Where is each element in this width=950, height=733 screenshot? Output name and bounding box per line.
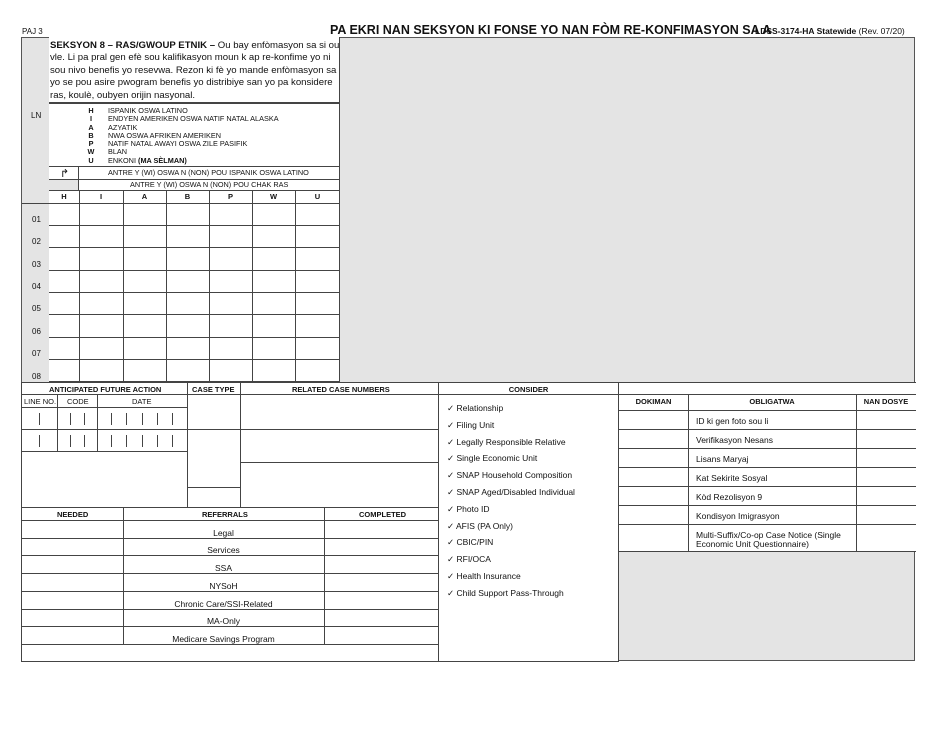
ethnic-code: A [88,122,94,132]
consider-item: ✓ Filing Unit [447,420,495,430]
needed-header: NEEDED [57,510,89,519]
col-header-h: H [61,192,67,201]
case-type-header: CASE TYPE [192,385,235,394]
col-header-a: A [141,192,148,201]
ethnic-legend-item: ISPANIK OSWA LATINO [108,106,188,115]
line-no-header: LINE NO. [24,397,57,406]
ethnic-legend-item [108,157,279,165]
col-header-i: I [99,192,103,201]
note-race: ANTRE Y (WI) OSWA N (NON) POU CHAK RAS [130,180,289,189]
ethnic-legend [108,107,279,165]
referral-item: MA-Only [206,616,241,626]
doc-item: Kondisyon Imigrasyon [696,511,780,521]
ethnic-legend-unknown: ENKONI [108,155,139,165]
ethnic-code: B [88,130,94,140]
date-header: DATE [132,397,152,406]
row-number: 05 [32,304,41,313]
doc-item: Kòd Rezolisyon 9 [696,492,763,502]
consider-item: ✓ Photo ID [447,504,490,514]
nan-dosye-header: NAN DOSYE [863,397,909,406]
note-hispanic: ANTRE Y (WI) OSWA N (NON) POU ISPANIK OSWA LATINO [108,168,309,177]
completed-header: COMPLETED [359,510,407,519]
consider-item: ✓ SNAP Household Composition [447,470,573,480]
code-header: CODE [67,397,89,406]
row-number: 08 [32,372,41,381]
consider-item: ✓ Health Insurance [447,571,521,581]
related-case-header: RELATED CASE NUMBERS [292,385,390,394]
consider-item: ✓ Single Economic Unit [447,453,538,463]
ethnic-code: P [88,139,94,149]
referral-item: Medicare Savings Program [172,634,275,644]
ethnic-legend-item: AZYATIK [108,122,138,132]
consider-item: ✓ AFIS (PA Only) [447,521,514,531]
consider-item: ✓ Legally Responsible Relative [447,437,566,447]
form-area [21,37,915,661]
ln-label: LN [31,111,42,120]
ethnic-legend-item: ENDYEN AMERIKEN OSWA NATIF NATAL ALASKA [108,114,279,124]
col-header-b: B [184,192,191,201]
section8-heading: SEKSYON 8 – RAS/GWOUP ETNIK – [50,40,216,51]
ethnic-code: H [88,106,94,115]
consider-item: ✓ Child Support Pass-Through [447,588,564,598]
row-number: 07 [32,349,41,358]
referral-item: SSA [214,563,232,573]
page-title: PA EKRI NAN SEKSYON KI FONSE YO NAN FÒM RE-KONFIMASYON SA A [330,23,772,37]
consider-item: ✓ RFI/OCA [447,554,491,564]
doc-item: Multi-Suffix/Co-op Case Notice (Single [696,530,841,540]
ethnic-legend-unknown-bold: (MA SÈLMAN) [138,155,187,165]
doc-item: Lisans Maryaj [696,454,749,464]
hispanic-arrow-icon: ↱ [60,168,70,180]
ethnic-legend-item: NWA OSWA AFRIKEN AMERIKEN [108,130,221,140]
col-header-w: W [269,192,278,201]
ethnic-code: U [88,155,94,165]
consider-item: ✓ CBIC/PIN [447,537,494,547]
referral-item: Legal [213,528,234,538]
row-number: 06 [32,327,41,336]
form-revision: (Rev. 07/20) [858,26,905,36]
doc-item: Kat Sekirite Sosyal [696,473,768,483]
doc-item: Verifikasyon Nesans [696,435,774,445]
col-header-u: U [314,192,321,201]
anticipated-action-header: ANTICIPATED FUTURE ACTION [49,385,162,394]
consider-item: ✓ Relationship [447,403,504,413]
referral-item: Chronic Care/SSI-Related [174,599,273,609]
ethnic-code: W [87,147,95,157]
ethnic-legend-item: BLAN [108,147,128,157]
referrals-header: REFERRALS [202,510,248,519]
ethnic-code: I [89,114,93,124]
row-number: 04 [32,282,41,291]
ethnic-legend-item: NATIF NATAL AWAYI OSWA ZILE PASIFIK [108,139,248,149]
form-number: LDSS-3174-HA Statewide [755,26,857,36]
form-id [755,26,905,36]
consider-header: CONSIDER [508,385,549,394]
page-label: PAJ 3 [22,27,43,36]
ethnic-codes [86,107,96,165]
section8-intro-text: Ou bay enfòmasyon sa si ou vle. Li pa pral gen efè sou kalifikasyon moun k ap re-konfime yo ni sou nivo benefis yo resevwa. Rezon ki fè yo mande enfòmasyon sa yo se pou asire pwogram benefis yo distribiye san yo pa konsidere ras, koulè, oubyen orijin nasyonal. [50,40,340,101]
referral-item: Services [207,545,240,555]
row-number: 03 [32,260,41,269]
section8-intro [50,40,340,102]
col-header-p: P [227,192,233,201]
row-number: 02 [32,237,41,246]
doc-item: ID ki gen foto sou li [696,416,769,426]
doc-item: Economic Unit Questionnaire) [696,539,809,549]
consider-item: ✓ SNAP Aged/Disabled Individual [447,487,575,497]
obligatwa-header: OBLIGATWA [749,397,795,406]
referral-item: NYSoH [209,581,238,591]
dokiman-header: DOKIMAN [635,397,672,406]
row-number: 01 [32,215,41,224]
